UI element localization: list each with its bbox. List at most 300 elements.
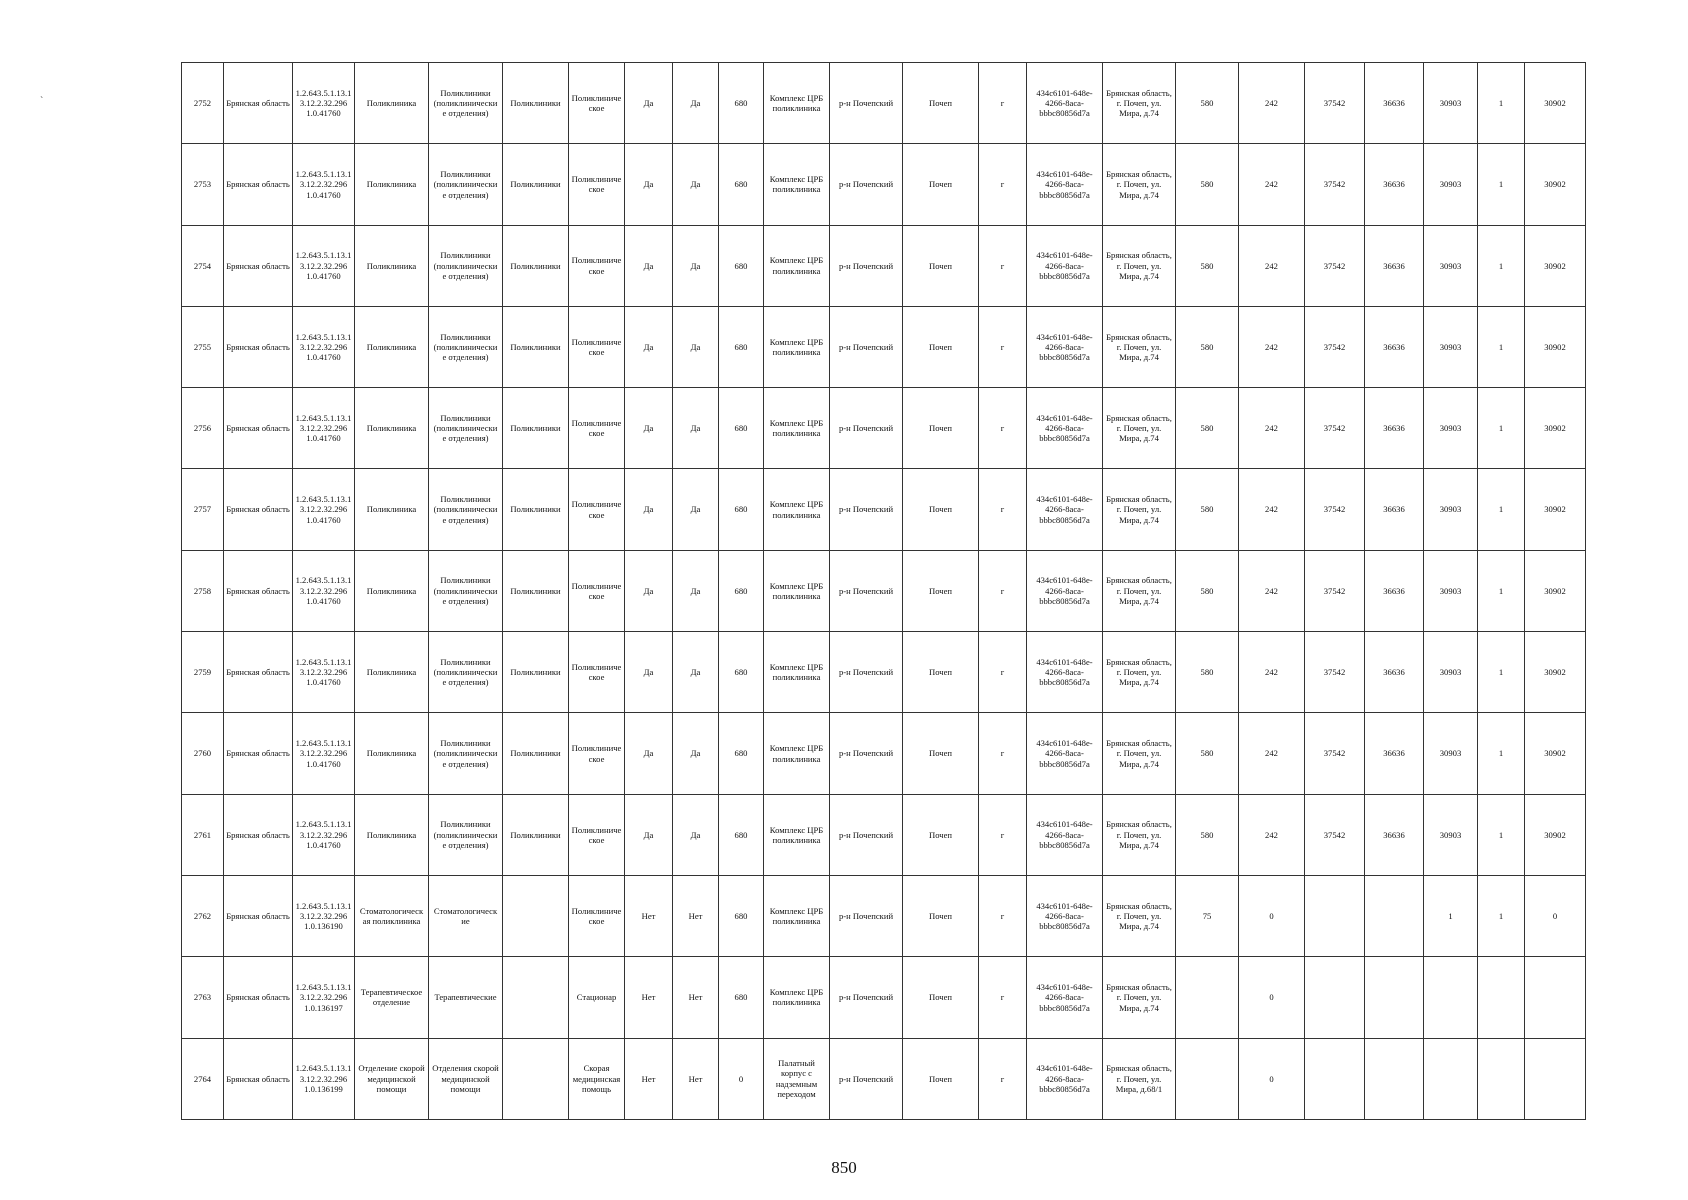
table-cell: г (979, 388, 1027, 469)
table-cell: 2763 (182, 957, 224, 1038)
table-cell: Поликлиниче ское (569, 225, 625, 306)
table-cell: Брянская область, г. Почеп, ул. Мира, д.68/1 (1103, 1038, 1176, 1119)
table-cell: Комплекс ЦРБ поликлиника (764, 225, 830, 306)
table-cell: Да (625, 794, 673, 875)
table-cell: Поликлиники (503, 388, 569, 469)
table-cell: 680 (719, 794, 764, 875)
table-cell: Палатный корпус с надземным переходом (764, 1038, 830, 1119)
table-cell: г (979, 957, 1027, 1038)
table-cell: Да (625, 632, 673, 713)
table-cell: 434c6101-648e-4266-8aca-bbbc80856d7a (1027, 469, 1103, 550)
table-cell: г (979, 144, 1027, 225)
table-cell: 434c6101-648e-4266-8aca-bbbc80856d7a (1027, 794, 1103, 875)
table-cell: Комплекс ЦРБ поликлиника (764, 144, 830, 225)
table-cell: Брянская область (224, 306, 293, 387)
table-cell: 680 (719, 550, 764, 631)
table-cell: Поликлиниче ское (569, 713, 625, 794)
table-cell: Поликлиники (503, 713, 569, 794)
table-cell: 680 (719, 713, 764, 794)
table-cell (1478, 957, 1525, 1038)
table-cell: Стоматологическ ая поликлиника (355, 875, 429, 956)
table-cell: 37542 (1305, 794, 1365, 875)
table-cell: Нет (673, 957, 719, 1038)
table-cell (1305, 957, 1365, 1038)
table-cell: 36636 (1365, 63, 1424, 144)
table-cell: Поликлиниче ское (569, 388, 625, 469)
table-cell: 30902 (1525, 794, 1586, 875)
table-cell: р-н Почепский (830, 957, 903, 1038)
table-row (182, 225, 1586, 306)
table-cell: 242 (1239, 63, 1305, 144)
table-cell (1365, 875, 1424, 956)
table-cell: 242 (1239, 306, 1305, 387)
table-cell: 1.2.643.5.1.13.13.12.2.32.296 1.0.41760 (293, 550, 355, 631)
table-row (182, 957, 1586, 1038)
table-cell: 242 (1239, 550, 1305, 631)
table-cell: 36636 (1365, 550, 1424, 631)
table-cell: 2752 (182, 63, 224, 144)
table-cell: Почеп (903, 632, 979, 713)
table-cell: 36636 (1365, 713, 1424, 794)
table-cell: Поликлиниче ское (569, 632, 625, 713)
table-cell: р-н Почепский (830, 632, 903, 713)
table-cell: г (979, 713, 1027, 794)
table-cell: Да (625, 306, 673, 387)
table-cell: Да (673, 306, 719, 387)
table-cell: Поликлиники (поликлинически е отделения) (429, 550, 503, 631)
table-cell: 2753 (182, 144, 224, 225)
table-cell: Почеп (903, 144, 979, 225)
table-cell: Поликлиники (503, 63, 569, 144)
table-cell: 36636 (1365, 144, 1424, 225)
table-cell: Поликлиники (503, 632, 569, 713)
table-cell: 1 (1478, 875, 1525, 956)
table-cell: Да (625, 63, 673, 144)
table-cell: Поликлиника (355, 388, 429, 469)
table-cell: 30902 (1525, 306, 1586, 387)
table-cell: Да (673, 63, 719, 144)
table-cell (1365, 957, 1424, 1038)
table-cell: Брянская область, г. Почеп, ул. Мира, д.74 (1103, 632, 1176, 713)
table-cell: 1 (1478, 144, 1525, 225)
table-cell: р-н Почепский (830, 469, 903, 550)
table-cell: 30903 (1424, 144, 1478, 225)
table-cell: Поликлиники (поликлинически е отделения) (429, 63, 503, 144)
table-cell: р-н Почепский (830, 1038, 903, 1119)
table-cell: 242 (1239, 144, 1305, 225)
table-cell: 580 (1176, 388, 1239, 469)
table-cell: Поликлиники (поликлинически е отделения) (429, 469, 503, 550)
table-cell: Поликлиники (поликлинически е отделения) (429, 225, 503, 306)
table-cell: 1.2.643.5.1.13.13.12.2.32.296 1.0.41760 (293, 306, 355, 387)
table-cell: 37542 (1305, 144, 1365, 225)
table-cell: Комплекс ЦРБ поликлиника (764, 794, 830, 875)
table-cell: 37542 (1305, 632, 1365, 713)
table-cell: 2754 (182, 225, 224, 306)
table-cell: Поликлиниче ское (569, 794, 625, 875)
table-cell: 434c6101-648e-4266-8aca-bbbc80856d7a (1027, 957, 1103, 1038)
table-cell: 37542 (1305, 550, 1365, 631)
table-cell: Поликлиника (355, 144, 429, 225)
table-cell: 30903 (1424, 469, 1478, 550)
table-cell: Стоматологическ ие (429, 875, 503, 956)
table-cell: 30903 (1424, 794, 1478, 875)
table-cell: 680 (719, 306, 764, 387)
table-cell: 1.2.643.5.1.13.13.12.2.32.296 1.0.136190 (293, 875, 355, 956)
table-cell: р-н Почепский (830, 713, 903, 794)
table-cell: 434c6101-648e-4266-8aca-bbbc80856d7a (1027, 875, 1103, 956)
table-cell: Нет (625, 1038, 673, 1119)
table-cell: Да (673, 632, 719, 713)
table-cell: Брянская область (224, 144, 293, 225)
table-cell: 580 (1176, 632, 1239, 713)
table-cell: Почеп (903, 388, 979, 469)
table-cell: 242 (1239, 632, 1305, 713)
table-cell (503, 1038, 569, 1119)
table-cell: Поликлиники (503, 144, 569, 225)
table-cell: Да (673, 144, 719, 225)
table-cell: 1.2.643.5.1.13.13.12.2.32.296 1.0.136199 (293, 1038, 355, 1119)
table-cell: 36636 (1365, 469, 1424, 550)
table-cell: 36636 (1365, 225, 1424, 306)
table-cell: Да (625, 550, 673, 631)
table-cell: 580 (1176, 63, 1239, 144)
table-cell: 1.2.643.5.1.13.13.12.2.32.296 1.0.41760 (293, 632, 355, 713)
table-cell: Поликлиники (поликлинически е отделения) (429, 144, 503, 225)
table-cell: 30903 (1424, 713, 1478, 794)
table-cell: 30903 (1424, 63, 1478, 144)
table-cell: Комплекс ЦРБ поликлиника (764, 957, 830, 1038)
table-cell (1305, 1038, 1365, 1119)
table-cell: Поликлиники (поликлинически е отделения) (429, 794, 503, 875)
table-cell: Поликлиника (355, 713, 429, 794)
table-cell: Да (673, 225, 719, 306)
table-row (182, 713, 1586, 794)
table-cell: 580 (1176, 550, 1239, 631)
table-cell: 30903 (1424, 632, 1478, 713)
table-cell: 580 (1176, 794, 1239, 875)
table-cell (1365, 1038, 1424, 1119)
table-cell: Брянская область (224, 957, 293, 1038)
table-cell: 1 (1478, 388, 1525, 469)
table-row (182, 306, 1586, 387)
table-cell: 580 (1176, 225, 1239, 306)
table-row (182, 550, 1586, 631)
table-cell: г (979, 550, 1027, 631)
table-cell: 30902 (1525, 225, 1586, 306)
table-cell: р-н Почепский (830, 63, 903, 144)
table-cell: р-н Почепский (830, 388, 903, 469)
table-cell: Поликлиника (355, 63, 429, 144)
table-cell: 434c6101-648e-4266-8aca-bbbc80856d7a (1027, 63, 1103, 144)
table-cell: г (979, 306, 1027, 387)
page-number: 850 (831, 1158, 857, 1177)
table-cell: 30902 (1525, 388, 1586, 469)
table-cell: 30902 (1525, 713, 1586, 794)
table-cell: 37542 (1305, 388, 1365, 469)
table-cell: Почеп (903, 63, 979, 144)
table-cell: 1 (1478, 306, 1525, 387)
table-cell: Почеп (903, 469, 979, 550)
table-cell: 1.2.643.5.1.13.13.12.2.32.296 1.0.41760 (293, 794, 355, 875)
table-cell (1478, 1038, 1525, 1119)
table-cell: 1 (1478, 713, 1525, 794)
table-cell: Да (625, 469, 673, 550)
table-cell (503, 875, 569, 956)
table-cell: 2756 (182, 388, 224, 469)
table-cell: 434c6101-648e-4266-8aca-bbbc80856d7a (1027, 388, 1103, 469)
table-cell: 37542 (1305, 63, 1365, 144)
table-cell (1424, 957, 1478, 1038)
table-cell: Поликлиники (503, 225, 569, 306)
table-cell: Брянская область, г. Почеп, ул. Мира, д.74 (1103, 388, 1176, 469)
table-row (182, 388, 1586, 469)
table-cell: 30903 (1424, 225, 1478, 306)
table-cell: Да (625, 388, 673, 469)
table-cell: 680 (719, 469, 764, 550)
table-cell: Почеп (903, 306, 979, 387)
table-cell: 2758 (182, 550, 224, 631)
table-cell: Брянская область (224, 550, 293, 631)
table-cell: Брянская область (224, 388, 293, 469)
table-cell: г (979, 1038, 1027, 1119)
table-cell: Комплекс ЦРБ поликлиника (764, 388, 830, 469)
table-cell: Поликлиника (355, 794, 429, 875)
table-cell: 1 (1424, 875, 1478, 956)
table-cell: 434c6101-648e-4266-8aca-bbbc80856d7a (1027, 550, 1103, 631)
table-cell: 580 (1176, 469, 1239, 550)
table-cell: Брянская область (224, 1038, 293, 1119)
table-cell: Брянская область, г. Почеп, ул. Мира, д.74 (1103, 225, 1176, 306)
table-cell: Поликлиники (503, 550, 569, 631)
table-cell: Поликлиниче ское (569, 550, 625, 631)
table-cell: 434c6101-648e-4266-8aca-bbbc80856d7a (1027, 1038, 1103, 1119)
table-cell: 580 (1176, 306, 1239, 387)
table-cell: 2761 (182, 794, 224, 875)
table-cell (1424, 1038, 1478, 1119)
table-cell: Брянская область (224, 632, 293, 713)
table-cell: 30902 (1525, 550, 1586, 631)
table-cell: Брянская область, г. Почеп, ул. Мира, д.74 (1103, 144, 1176, 225)
table-cell: Поликлиники (503, 306, 569, 387)
table-cell: 680 (719, 63, 764, 144)
table-cell: 37542 (1305, 306, 1365, 387)
table-cell: 680 (719, 632, 764, 713)
table-cell: Поликлиники (503, 794, 569, 875)
table-cell: Брянская область, г. Почеп, ул. Мира, д.74 (1103, 550, 1176, 631)
table-cell: Да (673, 469, 719, 550)
table-cell: Брянская область (224, 469, 293, 550)
table-cell: 680 (719, 388, 764, 469)
table-cell: 2764 (182, 1038, 224, 1119)
table-cell: Поликлиника (355, 225, 429, 306)
table-cell: Да (625, 225, 673, 306)
table-cell: р-н Почепский (830, 875, 903, 956)
table-cell: Поликлиниче ское (569, 63, 625, 144)
table-cell: 0 (1239, 1038, 1305, 1119)
table-cell: 1.2.643.5.1.13.13.12.2.32.296 1.0.136197 (293, 957, 355, 1038)
table-cell: Стационар (569, 957, 625, 1038)
table-cell: 1 (1478, 632, 1525, 713)
table-cell: р-н Почепский (830, 794, 903, 875)
table-cell: Поликлиниче ское (569, 469, 625, 550)
table-row (182, 469, 1586, 550)
table-cell: 680 (719, 225, 764, 306)
table-cell (1176, 1038, 1239, 1119)
table-cell (1176, 957, 1239, 1038)
table-cell: р-н Почепский (830, 550, 903, 631)
table-cell (1525, 1038, 1586, 1119)
table-cell: Комплекс ЦРБ поликлиника (764, 469, 830, 550)
table-body (182, 63, 1586, 1120)
table-cell: Брянская область, г. Почеп, ул. Мира, д.74 (1103, 794, 1176, 875)
table-cell: 36636 (1365, 388, 1424, 469)
table-cell: 1.2.643.5.1.13.13.12.2.32.296 1.0.41760 (293, 713, 355, 794)
table-cell: Комплекс ЦРБ поликлиника (764, 632, 830, 713)
table-cell: Скорая медицинская помощь (569, 1038, 625, 1119)
table-cell: 36636 (1365, 306, 1424, 387)
table-cell: Нет (625, 957, 673, 1038)
table-row (182, 632, 1586, 713)
table-cell: Почеп (903, 1038, 979, 1119)
table-cell: 680 (719, 144, 764, 225)
table-cell: Почеп (903, 713, 979, 794)
table-cell: Брянская область, г. Почеп, ул. Мира, д.74 (1103, 875, 1176, 956)
table-cell: 242 (1239, 713, 1305, 794)
table-cell: р-н Почепский (830, 306, 903, 387)
table-cell: г (979, 794, 1027, 875)
table-cell: 580 (1176, 144, 1239, 225)
table-cell: Поликлиники (поликлинически е отделения) (429, 632, 503, 713)
table-cell: Поликлиниче ское (569, 144, 625, 225)
table-cell: Поликлиника (355, 306, 429, 387)
table-cell: Терапевтические (429, 957, 503, 1038)
table-cell: 37542 (1305, 469, 1365, 550)
table-cell: Да (625, 713, 673, 794)
table-cell: Комплекс ЦРБ поликлиника (764, 550, 830, 631)
table-cell: Поликлиниче ское (569, 875, 625, 956)
table-cell: 242 (1239, 225, 1305, 306)
table-cell: 434c6101-648e-4266-8aca-bbbc80856d7a (1027, 144, 1103, 225)
margin-mark: ` (40, 96, 44, 107)
table-cell: Да (673, 388, 719, 469)
table-cell: р-н Почепский (830, 144, 903, 225)
table-cell: 30903 (1424, 550, 1478, 631)
table-cell: Брянская область, г. Почеп, ул. Мира, д.74 (1103, 469, 1176, 550)
table-cell: г (979, 632, 1027, 713)
table-cell (1305, 875, 1365, 956)
table-cell: 37542 (1305, 713, 1365, 794)
table-cell: 242 (1239, 388, 1305, 469)
table-cell (503, 957, 569, 1038)
table-cell: 1 (1478, 63, 1525, 144)
table-cell: 1.2.643.5.1.13.13.12.2.32.296 1.0.41760 (293, 225, 355, 306)
table-cell: г (979, 469, 1027, 550)
table-cell: Поликлиника (355, 632, 429, 713)
table-cell: 434c6101-648e-4266-8aca-bbbc80856d7a (1027, 713, 1103, 794)
table-cell: Поликлиника (355, 550, 429, 631)
table-cell: Нет (673, 875, 719, 956)
table-cell: Поликлиниче ское (569, 306, 625, 387)
registry-table (181, 62, 1586, 1120)
table-cell: Брянская область (224, 875, 293, 956)
table-cell: 1.2.643.5.1.13.13.12.2.32.296 1.0.41760 (293, 469, 355, 550)
table-cell: Поликлиники (поликлинически е отделения) (429, 306, 503, 387)
table-cell: 434c6101-648e-4266-8aca-bbbc80856d7a (1027, 632, 1103, 713)
table-cell: Поликлиники (поликлинически е отделения) (429, 713, 503, 794)
table-cell: Нет (625, 875, 673, 956)
table-cell: 580 (1176, 713, 1239, 794)
table-cell: Брянская область (224, 713, 293, 794)
table-cell: 1.2.643.5.1.13.13.12.2.32.296 1.0.41760 (293, 144, 355, 225)
table-cell: Да (673, 550, 719, 631)
table-cell: 434c6101-648e-4266-8aca-bbbc80856d7a (1027, 225, 1103, 306)
table-cell: Отделения скорой медицинской помощи (429, 1038, 503, 1119)
table-cell: 30902 (1525, 469, 1586, 550)
table-cell: Да (673, 794, 719, 875)
table-cell: 30902 (1525, 63, 1586, 144)
table-cell: 0 (1239, 957, 1305, 1038)
table-cell: 36636 (1365, 632, 1424, 713)
table-cell: Почеп (903, 957, 979, 1038)
table-cell: 30902 (1525, 144, 1586, 225)
table-cell: 1 (1478, 225, 1525, 306)
table-cell: 30902 (1525, 632, 1586, 713)
table-cell: г (979, 225, 1027, 306)
table-cell: 242 (1239, 794, 1305, 875)
table-cell: г (979, 875, 1027, 956)
table-cell: Почеп (903, 550, 979, 631)
table-cell: г (979, 63, 1027, 144)
table-cell: Брянская область, г. Почеп, ул. Мира, д.74 (1103, 306, 1176, 387)
table-cell: Почеп (903, 225, 979, 306)
table-cell: 30903 (1424, 306, 1478, 387)
table-cell: 1.2.643.5.1.13.13.12.2.32.296 1.0.41760 (293, 388, 355, 469)
table-cell: 2757 (182, 469, 224, 550)
table-cell: 36636 (1365, 794, 1424, 875)
table-cell: Брянская область (224, 794, 293, 875)
table-cell: Брянская область, г. Почеп, ул. Мира, д.74 (1103, 713, 1176, 794)
table-cell: 2760 (182, 713, 224, 794)
table-cell (1525, 957, 1586, 1038)
table-cell: 75 (1176, 875, 1239, 956)
table-cell: Комплекс ЦРБ поликлиника (764, 713, 830, 794)
table-cell: 1.2.643.5.1.13.13.12.2.32.296 1.0.41760 (293, 63, 355, 144)
table-cell: Комплекс ЦРБ поликлиника (764, 306, 830, 387)
table-cell: Поликлиники (503, 469, 569, 550)
table-row (182, 144, 1586, 225)
table-cell: 2762 (182, 875, 224, 956)
table-cell: Брянская область (224, 225, 293, 306)
table-row (182, 63, 1586, 144)
table-cell: Поликлиника (355, 469, 429, 550)
table-cell: Да (625, 144, 673, 225)
table-row (182, 794, 1586, 875)
table-row (182, 1038, 1586, 1119)
table-cell: 680 (719, 875, 764, 956)
table-cell: 2759 (182, 632, 224, 713)
table-cell: Терапевтическое отделение (355, 957, 429, 1038)
table-cell: Брянская область, г. Почеп, ул. Мира, д.74 (1103, 957, 1176, 1038)
table-cell: 0 (719, 1038, 764, 1119)
table-cell: 0 (1525, 875, 1586, 956)
table-cell: 30903 (1424, 388, 1478, 469)
table-cell: Комплекс ЦРБ поликлиника (764, 63, 830, 144)
table-cell: Почеп (903, 875, 979, 956)
table-cell: Отделение скорой медицинской помощи (355, 1038, 429, 1119)
table-cell: 242 (1239, 469, 1305, 550)
table-cell: Да (673, 713, 719, 794)
